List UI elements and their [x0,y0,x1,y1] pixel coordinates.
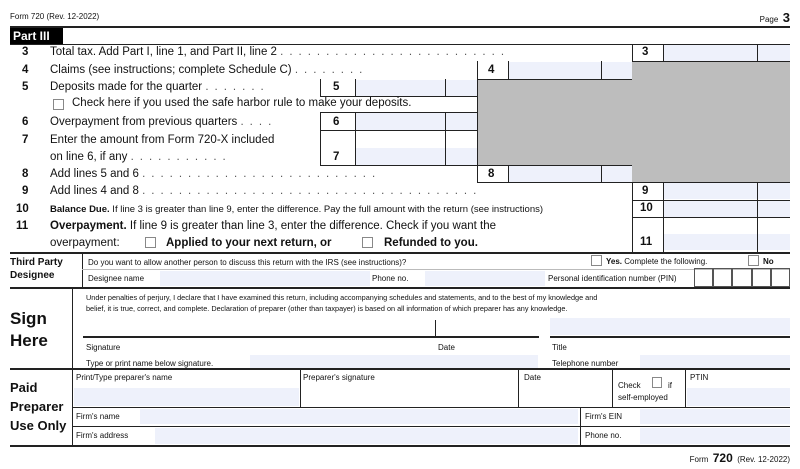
designee-title: Third Party Designee [10,257,63,281]
applied-next-return-label: Applied to your next return, or [166,237,332,249]
firm-ein-input[interactable] [640,409,790,424]
title-label: Title [552,343,567,352]
line-3-amount[interactable] [664,45,790,61]
line-5-amount[interactable] [356,80,477,96]
designee-pin-label: Personal identification number (PIN) [548,274,677,283]
box-7: 7 [333,151,340,163]
firm-name-input[interactable] [140,409,578,424]
box-3: 3 [642,46,649,58]
box-5: 5 [333,81,340,93]
designee-phone-input[interactable] [425,271,545,286]
line-11-amount[interactable] [664,234,790,250]
line-7-text2: on line 6, if any ........... [50,151,232,163]
page-num: 3 [782,10,790,25]
line-9-num: 9 [22,185,29,197]
line-10-num: 10 [16,203,29,215]
designee-no-checkbox[interactable] [748,255,759,266]
sign-date-label: Date [438,343,455,352]
designee-question: Do you want to allow another person to discuss this return with the IRS (see instructions)? [88,258,407,267]
designee-name-input[interactable] [160,271,370,286]
telephone-input[interactable] [640,355,790,368]
box-8: 8 [488,168,495,180]
print-name-input[interactable] [250,355,538,368]
line-11-text2: overpayment: [50,237,120,249]
designee-yes-label: Yes. Complete the following. [606,257,708,266]
line-11-text: Overpayment. If line 9 is greater than line 3, enter the difference. Check if you want the [50,220,496,232]
line-5-num: 5 [22,81,29,93]
part-iii-label: Part III [10,28,63,44]
box-6: 6 [333,116,340,128]
line-10-amount[interactable] [664,201,790,217]
line-3-text: Total tax. Add Part I, line 1, and Part II, line 2 ......................... [50,46,511,58]
perjury-declaration: Under penalties of perjury, I declare that I have examined this return, including accompanying schedules and statements, and to the best of my knowledge and belief, it is true, correct, and complete. Declaration of preparer (other than taxpayer) is based on all information of which preparer has any knowledge. [86,293,598,313]
firm-name-label: Firm's name [76,412,120,421]
box-9: 9 [642,185,649,197]
refunded-checkbox[interactable] [362,237,373,248]
line-7-text: Enter the amount from Form 720-X included [50,134,275,146]
designee-pin-input[interactable] [694,268,790,287]
line-6-num: 6 [22,116,29,128]
ptin-input[interactable] [687,388,790,406]
line-8-amount[interactable] [509,166,632,182]
preparer-date-label: Date [524,373,541,382]
self-employed-checkbox[interactable] [652,377,662,388]
line-4-amount[interactable] [509,62,632,79]
footer-form-id: Form 720 (Rev. 12-2022) [689,451,790,465]
page-label: Page [759,15,779,24]
refunded-label: Refunded to you. [384,237,478,249]
line-7-num: 7 [22,134,29,146]
box-4: 4 [488,64,495,76]
line-9-text: Add lines 4 and 8 ..................................... [50,185,483,197]
firm-phone-input[interactable] [640,428,790,444]
safe-harbor-checkbox[interactable] [53,99,64,110]
signature-label: Signature [86,343,121,352]
firm-phone-label: Phone no. [585,431,622,440]
sign-here-title: Sign Here [10,309,48,350]
designee-name-label: Designee name [88,274,145,283]
line-5-text: Deposits made for the quarter ....... [50,81,270,93]
line-9-amount[interactable] [664,183,790,199]
designee-phone-label: Phone no. [372,274,409,283]
designee-no-label: No [763,257,774,266]
line-10-text: Balance Due. If line 3 is greater than line 9, enter the difference. Pay the full amount with the return (see instructions) [50,204,544,215]
line-6-amount[interactable] [356,113,477,130]
print-name-label: Type or print name below signature. [86,359,214,368]
form-id: Form 720 (Rev. 12-2022) [10,12,100,21]
page-number [760,9,790,27]
telephone-label: Telephone number [552,359,619,368]
preparer-name-label: Print/Type preparer's name [76,373,173,382]
self-employed-label: self-employed [618,393,668,402]
line-7-amount[interactable] [356,148,477,165]
paid-preparer-title: Paid Preparer Use Only [10,380,67,433]
applied-next-return-checkbox[interactable] [145,237,156,248]
title-input[interactable] [550,318,790,335]
firm-address-input[interactable] [155,428,578,444]
box-10: 10 [640,202,653,214]
line-3-num: 3 [22,46,29,58]
preparer-signature-label: Preparer's signature [303,373,375,382]
line-6-text: Overpayment from previous quarters .... [50,116,278,128]
line-4-num: 4 [22,64,29,76]
ptin-label: PTIN [690,373,709,382]
line-8-text: Add lines 5 and 6 .......................... [50,168,382,180]
line-11-num: 11 [16,220,29,232]
designee-yes-checkbox[interactable] [591,255,602,266]
firm-address-label: Firm's address [76,431,129,440]
box-11: 11 [640,236,653,248]
safe-harbor-text: Check here if you used the safe harbor rule to make your deposits. [72,97,412,109]
firm-ein-label: Firm's EIN [585,412,623,421]
line-4-text: Claims (see instructions; complete Schedule C) ........ [50,64,369,76]
line-8-num: 8 [22,168,29,180]
self-employed-check-label: Check [618,381,641,390]
preparer-name-input[interactable] [74,388,299,406]
self-employed-if: if [668,381,672,390]
signature-line[interactable] [83,336,539,338]
